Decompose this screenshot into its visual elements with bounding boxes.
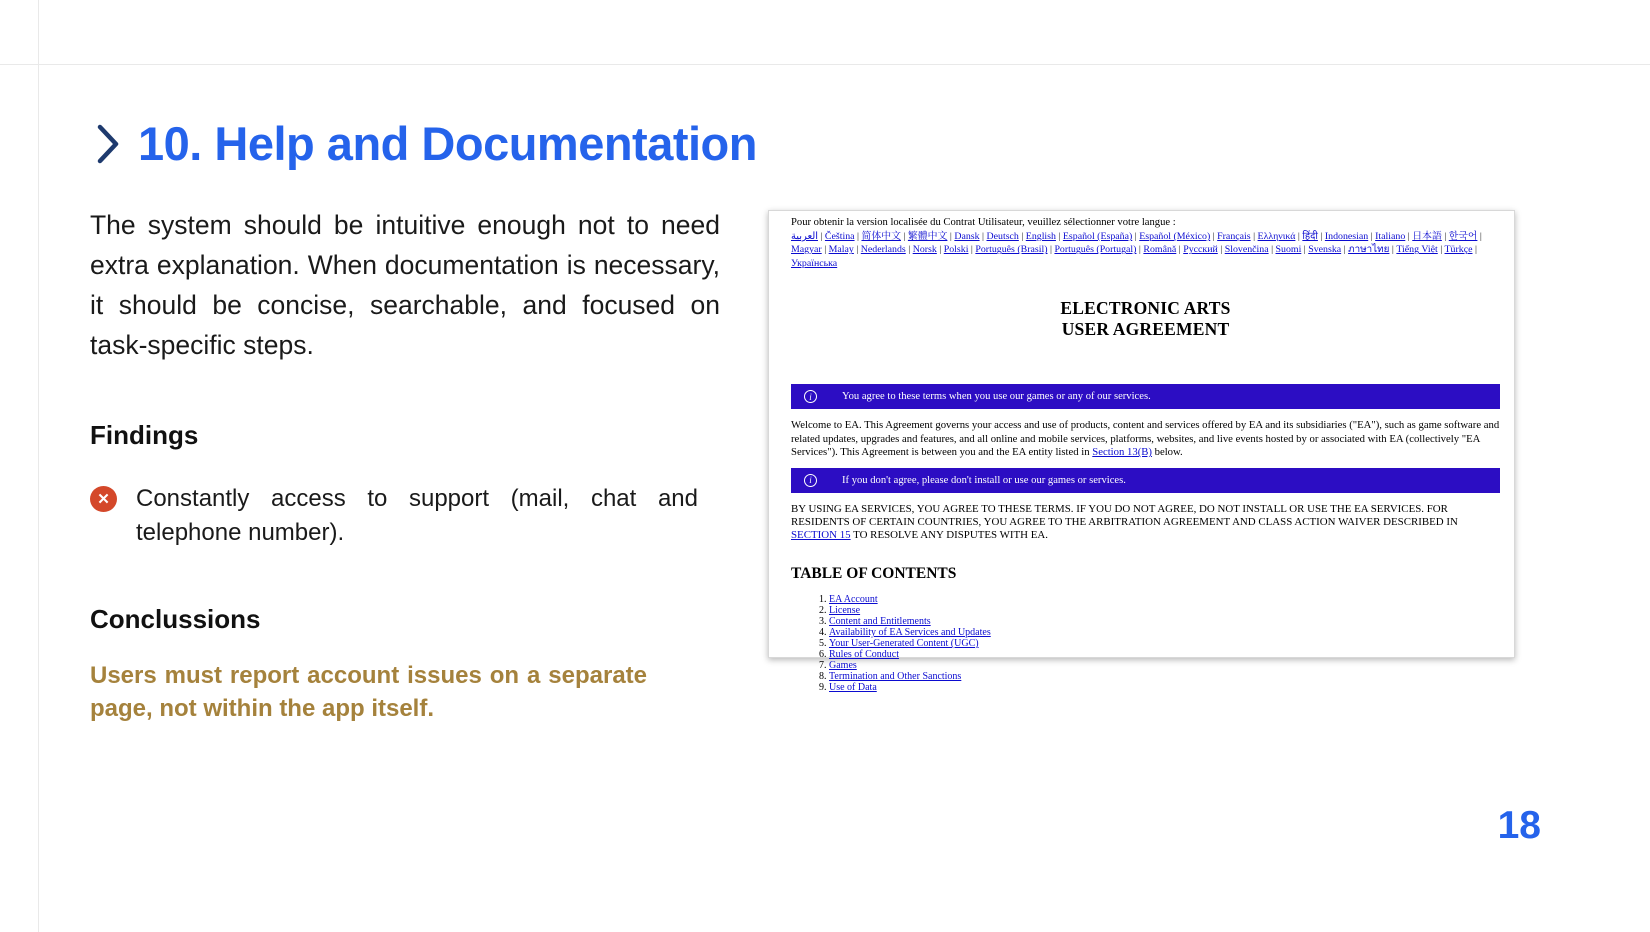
toc-link[interactable]: Your User-Generated Content (UGC) xyxy=(829,637,979,649)
toc-heading: TABLE OF CONTENTS xyxy=(791,565,957,583)
toc-link[interactable]: Rules of Conduct xyxy=(829,648,899,660)
language-separator: | xyxy=(900,231,908,242)
language-link[interactable]: Українська xyxy=(791,257,838,269)
conclusions-heading: Conclussions xyxy=(90,604,261,634)
language-link[interactable]: Malay xyxy=(828,244,854,256)
language-link[interactable]: Polski xyxy=(943,244,969,256)
language-link[interactable]: العربية xyxy=(791,231,818,242)
toc-link[interactable]: Availability of EA Services and Updates xyxy=(829,627,991,639)
ea-banner-disagree-text: If you don't agree, please don't install or use our games or services. xyxy=(842,474,1126,486)
language-separator: | xyxy=(979,231,987,242)
toc-item xyxy=(829,650,1500,661)
section-15-link[interactable]: SECTION 15 xyxy=(791,529,851,542)
language-separator: | xyxy=(1441,231,1449,242)
language-separator: | xyxy=(818,231,825,242)
finding-text: Constantly access to support (mail, chat and telephone number). xyxy=(136,485,698,546)
toc-item xyxy=(829,639,1500,650)
language-separator: | xyxy=(1047,244,1055,256)
chevron-right-icon xyxy=(95,122,122,166)
intro-paragraph: The system should be intuitive enough not to need extra explanation. When documentation is necessary, it should be concise, searchable, and focused on task-specific steps. xyxy=(90,210,720,360)
ea-caps-paragraph xyxy=(791,503,1500,543)
language-link[interactable]: Русский xyxy=(1183,244,1218,256)
language-link[interactable]: Deutsch xyxy=(986,231,1019,242)
toc-item xyxy=(829,595,1500,606)
language-link[interactable]: Português (Brasil) xyxy=(975,244,1048,256)
toc-item xyxy=(829,672,1500,683)
language-link[interactable]: Español (España) xyxy=(1062,231,1133,242)
toc-link[interactable]: Termination and Other Sanctions xyxy=(829,670,962,682)
language-separator: | xyxy=(1389,244,1397,256)
toc-link[interactable]: Content and Entitlements xyxy=(829,616,931,628)
toc-list xyxy=(791,595,1500,693)
toc-link[interactable]: License xyxy=(829,605,861,617)
language-link[interactable]: ภาษาไทย xyxy=(1348,244,1390,256)
ea-caps-post: TO RESOLVE ANY DISPUTES WITH EA. xyxy=(850,529,1048,542)
language-link[interactable]: Türkçe xyxy=(1444,244,1473,256)
language-separator: | xyxy=(1268,244,1276,256)
ea-banner-disagree xyxy=(791,468,1500,493)
toc-link[interactable]: Games xyxy=(829,659,857,671)
language-link[interactable]: 简体中文 xyxy=(861,231,901,242)
language-separator: | xyxy=(1472,244,1477,256)
info-icon: i xyxy=(804,390,817,403)
language-link[interactable]: Português (Portugal) xyxy=(1054,244,1137,256)
language-link[interactable]: Ελληνικά xyxy=(1257,231,1296,242)
language-separator: | xyxy=(1368,231,1376,242)
language-link[interactable]: Čeština xyxy=(824,231,855,242)
language-separator: | xyxy=(1217,244,1225,256)
language-separator: | xyxy=(1055,231,1063,242)
language-link[interactable]: Norsk xyxy=(912,244,937,256)
slide-top-border xyxy=(0,64,1650,65)
ea-language-intro: Pour obtenir la version localisée du Contrat Utilisateur, veuillez sélectionner votre langue : xyxy=(791,217,1176,228)
language-separator: | xyxy=(968,244,976,256)
language-link[interactable]: हिंदी xyxy=(1302,231,1318,242)
language-separator: | xyxy=(1176,244,1184,256)
language-separator: | xyxy=(936,244,944,256)
language-separator: | xyxy=(1477,231,1482,242)
toc-link[interactable]: EA Account xyxy=(829,594,878,606)
slide-left-border xyxy=(38,0,39,932)
language-separator: | xyxy=(1301,244,1309,256)
language-separator: | xyxy=(1295,231,1303,242)
language-links xyxy=(791,230,1500,270)
language-link[interactable]: English xyxy=(1025,231,1056,242)
language-link[interactable]: Dansk xyxy=(954,231,980,242)
language-separator: | xyxy=(1317,231,1325,242)
language-link[interactable]: 한국어 xyxy=(1448,231,1478,242)
slide-header xyxy=(95,116,757,171)
ea-agreement-title xyxy=(791,298,1500,340)
ea-banner-agree-text: You agree to these terms when you use our games or any of our services. xyxy=(842,391,1151,403)
language-separator: | xyxy=(905,244,913,256)
language-separator: | xyxy=(1210,231,1218,242)
language-link[interactable]: 繁體中文 xyxy=(907,231,948,242)
language-separator: | xyxy=(947,231,955,242)
ea-welcome-paragraph xyxy=(791,419,1500,460)
language-link[interactable]: Suomi xyxy=(1275,244,1302,256)
ea-welcome-pre: Welcome to EA. This Agreement governs your access and use of products, content and services offered by EA and its subsidiaries ("EA"), such as game software and related updates, upgrades and features, and all online and mobile services, platforms, websites, and live events hosted by or associated with EA (collectively "EA Services"). This Agreement is between you and the EA entity listed in xyxy=(791,419,1500,459)
language-separator: | xyxy=(1132,231,1140,242)
language-separator: | xyxy=(853,244,861,256)
language-link[interactable]: Slovenčina xyxy=(1224,244,1269,256)
toc-link[interactable]: Use of Data xyxy=(829,681,877,693)
language-separator: | xyxy=(1136,244,1144,256)
ea-agreement-screenshot xyxy=(768,210,1515,693)
conclusion-text: Users must report account issues on a separate page, not within the app itself. xyxy=(90,662,647,722)
toc-item xyxy=(829,683,1500,694)
language-separator: | xyxy=(1250,231,1258,242)
language-link[interactable]: Français xyxy=(1217,231,1251,242)
section-13b-link[interactable]: Section 13(B) xyxy=(1092,446,1152,459)
page-title: 10. Help and Documentation xyxy=(138,117,757,170)
language-separator: | xyxy=(1018,231,1026,242)
language-link[interactable]: Magyar xyxy=(791,244,822,256)
language-separator: | xyxy=(854,231,862,242)
x-circle-icon: ✕ xyxy=(90,486,117,512)
info-icon: i xyxy=(804,474,817,487)
language-separator: | xyxy=(1437,244,1445,256)
ea-caps-pre: BY USING EA SERVICES, YOU AGREE TO THESE TERMS. IF YOU DO NOT AGREE, DO NOT INSTALL OR USE THE EA SERVICES. FOR RESIDENTS OF CERTAIN COUNTRIES, YOU AGREE TO THE ARBITRATION AGREEMENT AND CLASS ACTION WAIVER DESCRIBED IN xyxy=(791,502,1458,528)
finding-item xyxy=(90,482,698,550)
language-link[interactable]: Nederlands xyxy=(860,244,906,256)
language-link[interactable]: Tiếng Việt xyxy=(1396,244,1438,256)
language-separator: | xyxy=(821,244,829,256)
language-link[interactable]: Svenska xyxy=(1308,244,1342,256)
findings-heading: Findings xyxy=(90,420,199,450)
ea-title-line2: USER AGREEMENT xyxy=(1061,319,1230,340)
page-number: 18 xyxy=(1497,804,1541,847)
ea-banner-agree xyxy=(791,384,1500,409)
language-separator: | xyxy=(1405,231,1413,242)
language-link[interactable]: Italiano xyxy=(1375,231,1406,242)
language-link[interactable]: 日本語 xyxy=(1412,231,1442,242)
language-separator: | xyxy=(1341,244,1349,256)
language-link[interactable]: Español (México) xyxy=(1139,231,1211,242)
ea-title-line1: ELECTRONIC ARTS xyxy=(1060,298,1231,319)
ea-welcome-post: below. xyxy=(1151,446,1183,459)
language-link[interactable]: Indonesian xyxy=(1324,231,1369,242)
language-link[interactable]: Română xyxy=(1143,244,1177,256)
